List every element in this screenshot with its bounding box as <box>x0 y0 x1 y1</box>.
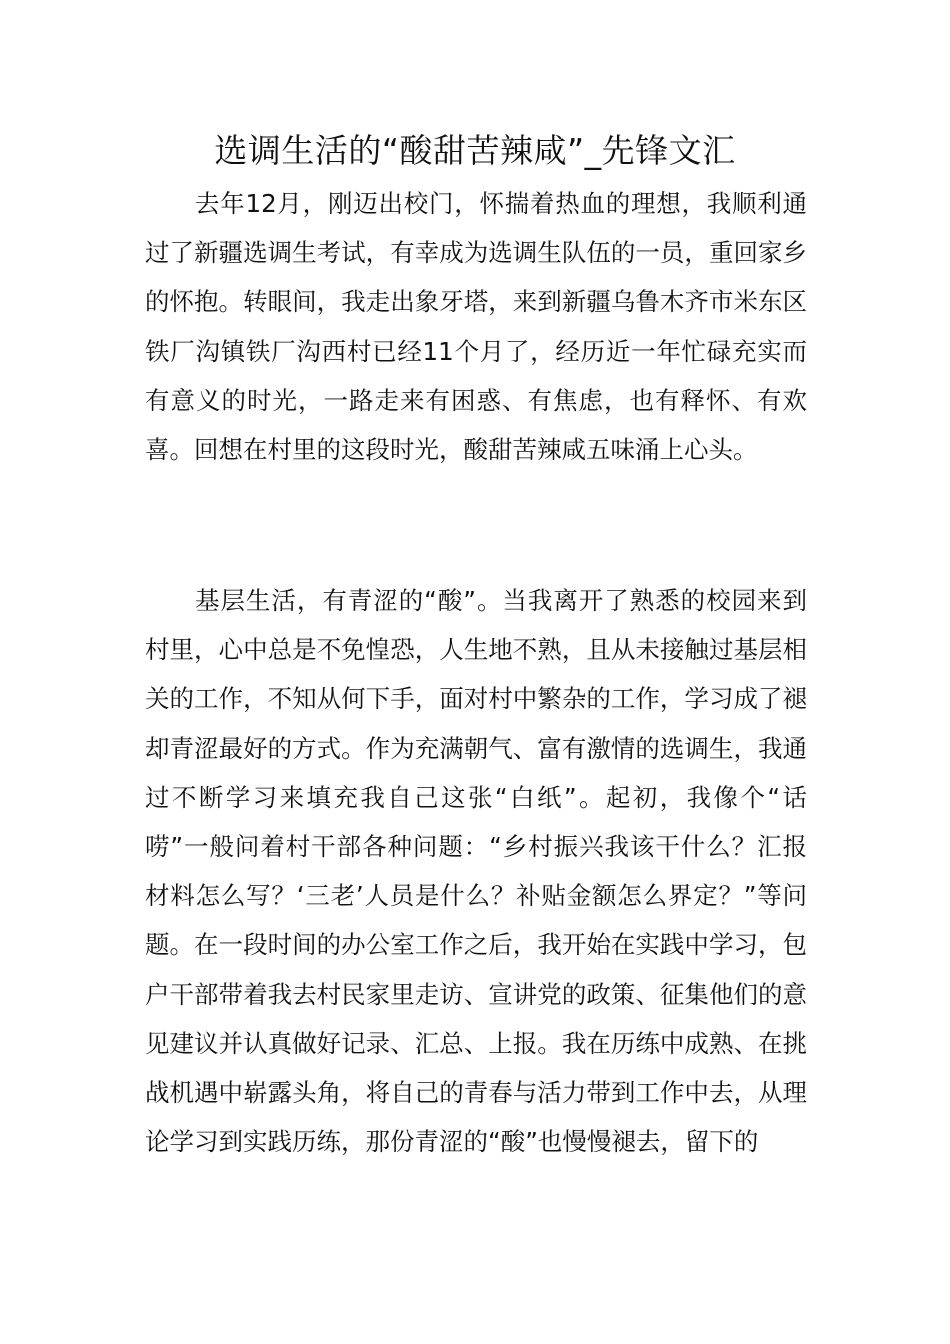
paragraph-sour: 基层生活，有青涩的“酸”。当我离开了熟悉的校园来到村里，心中总是不免惶恐，人生地不熟，且从未接触过基层相关的工作，不知从何下手，面对村中繁杂的工作，学习成了褪却青涩最好的方式。作为充满朝气、富有激情的选调生，我通过不断学习来填充我自己这张“白纸”。起初，我像个“话唠”一般问着村干部各种问题：“乡村振兴我该干什么？汇报材料怎么写？‘三老’人员是什么？补贴金额怎么界定？”等问题。在一段时间的办公室工作之后，我开始在实践中学习，包户干部带着我去村民家里走访、宣讲党的政策、征集他们的意见建议并认真做好记录、汇总、上报。我在历练中成熟、在挑战机遇中崭露头角，将自己的青春与活力带到工作中去，从理论学习到实践历练，那份青涩的“酸”也慢慢褪去，留下的 <box>145 586 807 1157</box>
paragraph-intro: 去年12月，刚迈出校门，怀揣着热血的理想，我顺利通过了新疆选调生考试，有幸成为选调生队伍的一员，重回家乡的怀抱。转眼间，我走出象牙塔，来到新疆乌鲁木齐市米东区铁厂沟镇铁厂沟西村已经11个月了，经历近一年忙碌充实而有意义的时光，一路走来有困惑、有焦虑，也有释怀、有欢喜。回想在村里的这段时光，酸甜苦辣咸五味涌上心头。 <box>145 189 807 465</box>
document-title: 选调生活的“酸甜苦辣咸”_先锋文汇 <box>214 131 736 170</box>
